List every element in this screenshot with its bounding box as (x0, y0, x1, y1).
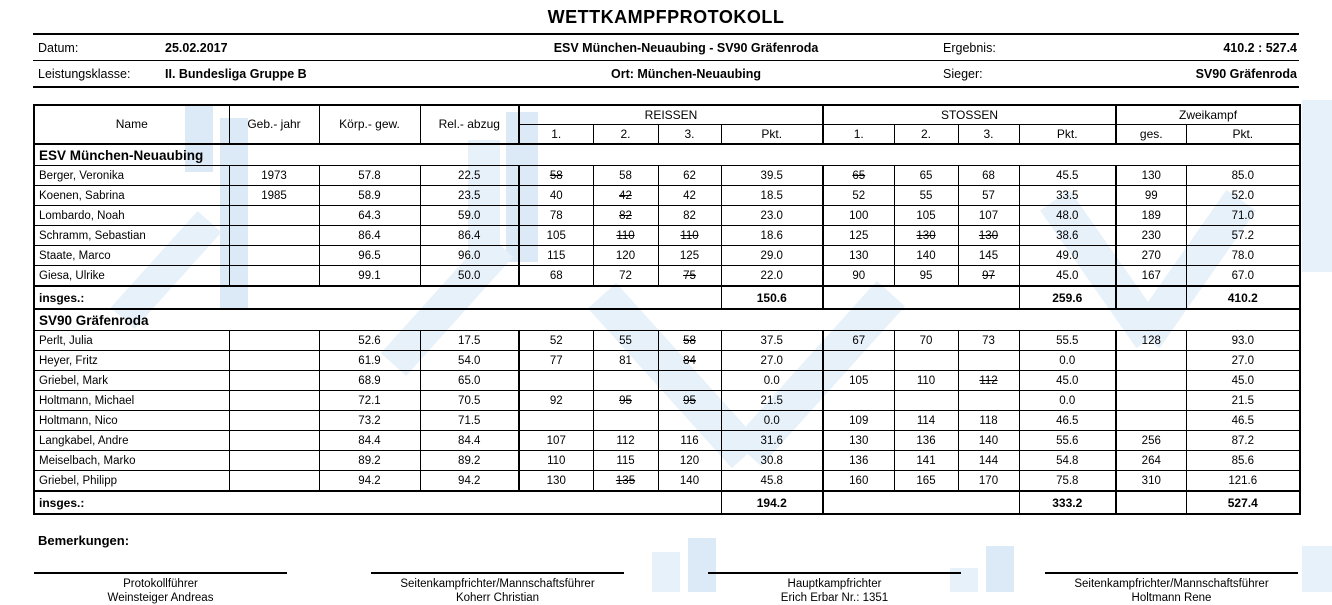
attempt-cell: 110 (658, 226, 721, 246)
stossen-points-cell: 0.0 (1019, 351, 1116, 371)
attempt-cell: 145 (958, 246, 1019, 266)
reissen-points-cell: 0.0 (721, 411, 823, 431)
rel-deduction-cell: 86.4 (420, 226, 519, 246)
attempt-cell: 120 (593, 246, 658, 266)
group-reissen: REISSEN (519, 105, 823, 125)
signature-line (371, 572, 624, 574)
attempt-cell: 130 (823, 431, 894, 451)
group-zweikampf: Zweikampf (1116, 105, 1300, 125)
attempt-cell: 110 (519, 451, 593, 471)
sieger-value: SV90 Gräfenroda (1195, 66, 1297, 81)
attempt-cell: 82 (593, 206, 658, 226)
athlete-name-cell: Berger, Veronika (34, 166, 229, 186)
birth-year-cell: 1985 (229, 186, 319, 206)
attempt-cell: 68 (958, 166, 1019, 186)
bemerkungen-label: Bemerkungen: (38, 533, 130, 548)
stossen-points-cell: 46.5 (1019, 411, 1116, 431)
attempt-cell (519, 411, 593, 431)
signature-line (1045, 572, 1298, 574)
attempt-cell (823, 351, 894, 371)
attempt-cell: 97 (958, 266, 1019, 287)
signature-name: Holtmann Rene (1131, 592, 1212, 604)
birth-year-cell (229, 331, 319, 351)
reissen-points-cell: 23.0 (721, 206, 823, 226)
athlete-row (34, 206, 1300, 226)
reissen-points-cell: 31.6 (721, 431, 823, 451)
signature-line (34, 572, 287, 574)
col-stossen-1: 1. (823, 125, 894, 145)
bodyweight-cell: 89.2 (319, 451, 420, 471)
attempt-cell (894, 351, 958, 371)
attempt-cell: 68 (519, 266, 593, 287)
signature-line (708, 572, 961, 574)
stossen-points-cell: 54.8 (1019, 451, 1116, 471)
rel-deduction-cell: 54.0 (420, 351, 519, 371)
rel-deduction-cell: 59.0 (420, 206, 519, 226)
athlete-row (34, 371, 1300, 391)
total-weight-cell: 189 (1116, 206, 1186, 226)
rel-deduction-cell: 89.2 (420, 451, 519, 471)
leistungsklasse-value: II. Bundesliga Gruppe B (165, 66, 307, 81)
reissen-points-cell: 22.0 (721, 266, 823, 287)
sieger-label: Sieger: (943, 66, 983, 81)
attempt-cell: 125 (658, 246, 721, 266)
attempt-cell: 140 (958, 431, 1019, 451)
zweikampf-points-cell: 85.6 (1186, 451, 1300, 471)
birth-year-cell (229, 431, 319, 451)
stossen-points-cell: 55.6 (1019, 431, 1116, 451)
bodyweight-cell: 86.4 (319, 226, 420, 246)
athlete-row (34, 471, 1300, 492)
stossen-points-cell: 38.6 (1019, 226, 1116, 246)
birth-year-cell (229, 471, 319, 492)
results-body (34, 144, 1300, 514)
athlete-row (34, 226, 1300, 246)
bodyweight-cell: 68.9 (319, 371, 420, 391)
attempt-cell: 95 (894, 266, 958, 287)
team-total-row (34, 491, 1300, 514)
attempt-cell: 92 (519, 391, 593, 411)
attempt-cell: 84 (658, 351, 721, 371)
attempt-cell: 135 (593, 471, 658, 492)
total-weight-cell: 264 (1116, 451, 1186, 471)
total-weight-cell: 99 (1116, 186, 1186, 206)
stossen-total-cell: 333.2 (1019, 491, 1116, 514)
datum-label: Datum: (38, 40, 79, 55)
attempt-cell: 65 (894, 166, 958, 186)
attempt-cell: 165 (894, 471, 958, 492)
birth-year-cell (229, 226, 319, 246)
attempt-cell (519, 371, 593, 391)
stossen-points-cell: 45.5 (1019, 166, 1116, 186)
total-weight-cell (1116, 351, 1186, 371)
reissen-points-cell: 45.8 (721, 471, 823, 492)
rel-deduction-cell: 71.5 (420, 411, 519, 431)
athlete-name-cell: Holtmann, Nico (34, 411, 229, 431)
total-weight-cell (1116, 411, 1186, 431)
athlete-name-cell: Koenen, Sabrina (34, 186, 229, 206)
team-name-cell: SV90 Gräfenroda (34, 309, 1300, 331)
spacer-cell (823, 286, 1019, 309)
athlete-row (34, 411, 1300, 431)
attempt-cell: 95 (658, 391, 721, 411)
attempt-cell: 42 (658, 186, 721, 206)
attempt-cell: 125 (823, 226, 894, 246)
zweikampf-points-cell: 45.0 (1186, 371, 1300, 391)
bodyweight-cell: 84.4 (319, 431, 420, 451)
attempt-cell: 95 (593, 391, 658, 411)
attempt-cell: 81 (593, 351, 658, 371)
stossen-points-cell: 0.0 (1019, 391, 1116, 411)
attempt-cell: 130 (823, 246, 894, 266)
attempt-cell: 120 (658, 451, 721, 471)
bodyweight-cell: 96.5 (319, 246, 420, 266)
attempt-cell: 105 (823, 371, 894, 391)
athlete-row (34, 266, 1300, 287)
ergebnis-label: Ergebnis: (943, 40, 996, 55)
athlete-name-cell: Lombardo, Noah (34, 206, 229, 226)
col-name: Name (34, 105, 229, 144)
attempt-cell: 67 (823, 331, 894, 351)
athlete-row (34, 246, 1300, 266)
attempt-cell: 140 (894, 246, 958, 266)
reissen-points-cell: 21.5 (721, 391, 823, 411)
attempt-cell (894, 391, 958, 411)
attempt-cell: 160 (823, 471, 894, 492)
zweikampf-points-cell: 67.0 (1186, 266, 1300, 287)
col-reissen-2: 2. (593, 125, 658, 145)
stossen-points-cell: 49.0 (1019, 246, 1116, 266)
attempt-cell: 52 (519, 331, 593, 351)
attempt-cell: 110 (894, 371, 958, 391)
bodyweight-cell: 57.8 (319, 166, 420, 186)
zweikampf-points-cell: 57.2 (1186, 226, 1300, 246)
total-weight-cell: 130 (1116, 166, 1186, 186)
athlete-row (34, 391, 1300, 411)
birth-year-cell (229, 246, 319, 266)
attempt-cell: 62 (658, 166, 721, 186)
zweikampf-points-cell: 121.6 (1186, 471, 1300, 492)
attempt-cell: 130 (958, 226, 1019, 246)
birth-year-cell (229, 206, 319, 226)
ort-value: Ort: München-Neuaubing (611, 66, 761, 81)
rel-deduction-cell: 22.5 (420, 166, 519, 186)
rel-deduction-cell: 17.5 (420, 331, 519, 351)
attempt-cell: 57 (958, 186, 1019, 206)
attempt-cell (958, 391, 1019, 411)
col-reissen-1: 1. (519, 125, 593, 145)
team-name-cell: ESV München-Neuaubing (34, 144, 1300, 166)
attempt-cell: 140 (658, 471, 721, 492)
athlete-name-cell: Giesa, Ulrike (34, 266, 229, 287)
stossen-points-cell: 48.0 (1019, 206, 1116, 226)
col-rel-deduction: Rel.- abzug (420, 105, 519, 144)
attempt-cell: 170 (958, 471, 1019, 492)
rel-deduction-cell: 65.0 (420, 371, 519, 391)
reissen-points-cell: 30.8 (721, 451, 823, 471)
bodyweight-cell: 64.3 (319, 206, 420, 226)
col-total-ges: ges. (1116, 125, 1186, 145)
athlete-row (34, 166, 1300, 186)
zweikampf-points-cell: 46.5 (1186, 411, 1300, 431)
attempt-cell (593, 371, 658, 391)
signature-block (34, 572, 287, 605)
team-total-row (34, 286, 1300, 309)
attempt-cell (593, 411, 658, 431)
group-stossen: STOSSEN (823, 105, 1116, 125)
col-stossen-3: 3. (958, 125, 1019, 145)
attempt-cell: 110 (593, 226, 658, 246)
stossen-points-cell: 45.0 (1019, 371, 1116, 391)
athlete-name-cell: Holtmann, Michael (34, 391, 229, 411)
stossen-points-cell: 33.5 (1019, 186, 1116, 206)
attempt-cell: 58 (593, 166, 658, 186)
birth-year-cell (229, 266, 319, 287)
attempt-cell: 144 (958, 451, 1019, 471)
athlete-name-cell: Langkabel, Andre (34, 431, 229, 451)
attempt-cell: 112 (958, 371, 1019, 391)
header-row-1 (33, 35, 1299, 61)
attempt-cell: 58 (658, 331, 721, 351)
zweikampf-total-cell: 410.2 (1186, 286, 1300, 309)
stossen-total-cell: 259.6 (1019, 286, 1116, 309)
signature-name: Weinsteiger Andreas (107, 592, 214, 604)
bodyweight-cell: 73.2 (319, 411, 420, 431)
athlete-name-cell: Schramm, Sebastian (34, 226, 229, 246)
bodyweight-cell: 58.9 (319, 186, 420, 206)
col-reissen-3: 3. (658, 125, 721, 145)
attempt-cell: 70 (894, 331, 958, 351)
attempt-cell: 107 (519, 431, 593, 451)
zweikampf-points-cell: 85.0 (1186, 166, 1300, 186)
athlete-row (34, 351, 1300, 371)
athlete-row (34, 331, 1300, 351)
signature-role: Seitenkampfrichter/Mannschaftsführer (400, 578, 595, 590)
attempt-cell (658, 371, 721, 391)
signature-block (371, 572, 624, 605)
zweikampf-points-cell: 21.5 (1186, 391, 1300, 411)
col-total-pkt: Pkt. (1186, 125, 1300, 145)
spacer-cell (823, 491, 1019, 514)
attempt-cell: 130 (894, 226, 958, 246)
rel-deduction-cell: 23.5 (420, 186, 519, 206)
reissen-points-cell: 37.5 (721, 331, 823, 351)
attempt-cell: 136 (823, 451, 894, 471)
bodyweight-cell: 94.2 (319, 471, 420, 492)
reissen-points-cell: 18.5 (721, 186, 823, 206)
attempt-cell: 105 (519, 226, 593, 246)
bodyweight-cell: 99.1 (319, 266, 420, 287)
attempt-cell (658, 411, 721, 431)
reissen-points-cell: 27.0 (721, 351, 823, 371)
attempt-cell: 52 (823, 186, 894, 206)
attempt-cell: 65 (823, 166, 894, 186)
attempt-cell: 72 (593, 266, 658, 287)
attempt-cell: 42 (593, 186, 658, 206)
attempt-cell: 90 (823, 266, 894, 287)
attempt-cell: 100 (823, 206, 894, 226)
attempt-cell: 112 (593, 431, 658, 451)
reissen-total-cell: 150.6 (721, 286, 823, 309)
birth-year-cell (229, 411, 319, 431)
zweikampf-points-cell: 78.0 (1186, 246, 1300, 266)
signature-block (708, 572, 961, 605)
total-label-cell: insges.: (34, 491, 721, 514)
athlete-row (34, 431, 1300, 451)
rel-deduction-cell: 50.0 (420, 266, 519, 287)
attempt-cell: 78 (519, 206, 593, 226)
birth-year-cell (229, 371, 319, 391)
bodyweight-cell: 72.1 (319, 391, 420, 411)
match-title: ESV München-Neuaubing - SV90 Gräfenroda (553, 40, 819, 55)
header-row-2 (33, 61, 1299, 86)
attempt-cell: 55 (894, 186, 958, 206)
attempt-cell: 77 (519, 351, 593, 371)
attempt-cell: 115 (519, 246, 593, 266)
attempt-cell: 118 (958, 411, 1019, 431)
athlete-name-cell: Staate, Marco (34, 246, 229, 266)
team-header-row (34, 309, 1300, 331)
signature-role: Hauptkampfrichter (787, 578, 882, 590)
col-bodyweight: Körp.- gew. (319, 105, 420, 144)
birth-year-cell (229, 391, 319, 411)
ergebnis-value: 410.2 : 527.4 (1223, 40, 1297, 55)
athlete-row (34, 451, 1300, 471)
total-weight-cell: 270 (1116, 246, 1186, 266)
attempt-cell: 141 (894, 451, 958, 471)
attempt-cell: 105 (894, 206, 958, 226)
zweikampf-points-cell: 52.0 (1186, 186, 1300, 206)
attempt-cell: 75 (658, 266, 721, 287)
rel-deduction-cell: 94.2 (420, 471, 519, 492)
stossen-points-cell: 45.0 (1019, 266, 1116, 287)
document-header (33, 33, 1299, 88)
athlete-name-cell: Griebel, Mark (34, 371, 229, 391)
attempt-cell: 40 (519, 186, 593, 206)
birth-year-cell (229, 351, 319, 371)
reissen-points-cell: 0.0 (721, 371, 823, 391)
reissen-points-cell: 29.0 (721, 246, 823, 266)
attempt-cell: 115 (593, 451, 658, 471)
bodyweight-cell: 52.6 (319, 331, 420, 351)
attempt-cell: 82 (658, 206, 721, 226)
athlete-name-cell: Perlt, Julia (34, 331, 229, 351)
total-weight-cell (1116, 371, 1186, 391)
total-label-cell: insges.: (34, 286, 721, 309)
attempt-cell: 58 (519, 166, 593, 186)
col-birthyear: Geb.- jahr (229, 105, 319, 144)
rel-deduction-cell: 96.0 (420, 246, 519, 266)
total-weight-cell (1116, 391, 1186, 411)
athlete-name-cell: Griebel, Philipp (34, 471, 229, 492)
attempt-cell: 55 (593, 331, 658, 351)
signature-role: Protokollführer (123, 578, 198, 590)
attempt-cell: 73 (958, 331, 1019, 351)
attempt-cell (823, 391, 894, 411)
signature-role: Seitenkampfrichter/Mannschaftsführer (1074, 578, 1269, 590)
results-table (33, 104, 1301, 515)
group-header-row (34, 105, 1300, 125)
signature-name: Erich Erbar Nr.: 1351 (780, 592, 889, 604)
attempt-cell: 109 (823, 411, 894, 431)
zweikampf-points-cell: 87.2 (1186, 431, 1300, 451)
spacer-cell (1116, 491, 1186, 514)
reissen-points-cell: 18.6 (721, 226, 823, 246)
spacer-cell (1116, 286, 1186, 309)
attempt-cell (958, 351, 1019, 371)
leistungsklasse-label: Leistungsklasse: (38, 66, 131, 81)
results-header (34, 105, 1300, 144)
datum-value: 25.02.2017 (165, 40, 228, 55)
attempt-cell: 130 (519, 471, 593, 492)
total-weight-cell: 256 (1116, 431, 1186, 451)
zweikampf-total-cell: 527.4 (1186, 491, 1300, 514)
athlete-row (34, 186, 1300, 206)
team-header-row (34, 144, 1300, 166)
reissen-total-cell: 194.2 (721, 491, 823, 514)
total-weight-cell: 310 (1116, 471, 1186, 492)
signature-block (1045, 572, 1298, 605)
attempt-cell: 114 (894, 411, 958, 431)
bodyweight-cell: 61.9 (319, 351, 420, 371)
col-stossen-pkt: Pkt. (1019, 125, 1116, 145)
total-weight-cell: 128 (1116, 331, 1186, 351)
zweikampf-points-cell: 93.0 (1186, 331, 1300, 351)
stossen-points-cell: 55.5 (1019, 331, 1116, 351)
attempt-cell: 107 (958, 206, 1019, 226)
birth-year-cell: 1973 (229, 166, 319, 186)
attempt-cell: 116 (658, 431, 721, 451)
attempt-cell: 136 (894, 431, 958, 451)
stossen-points-cell: 75.8 (1019, 471, 1116, 492)
total-weight-cell: 230 (1116, 226, 1186, 246)
total-weight-cell: 167 (1116, 266, 1186, 287)
signature-name: Koherr Christian (455, 592, 540, 604)
page-title: WETTKAMPFPROTOKOLL (547, 7, 785, 27)
col-stossen-2: 2. (894, 125, 958, 145)
athlete-name-cell: Heyer, Fritz (34, 351, 229, 371)
athlete-name-cell: Meiselbach, Marko (34, 451, 229, 471)
rel-deduction-cell: 70.5 (420, 391, 519, 411)
zweikampf-points-cell: 27.0 (1186, 351, 1300, 371)
birth-year-cell (229, 451, 319, 471)
signatures (34, 572, 1298, 605)
col-reissen-pkt: Pkt. (721, 125, 823, 145)
rel-deduction-cell: 84.4 (420, 431, 519, 451)
reissen-points-cell: 39.5 (721, 166, 823, 186)
zweikampf-points-cell: 71.0 (1186, 206, 1300, 226)
